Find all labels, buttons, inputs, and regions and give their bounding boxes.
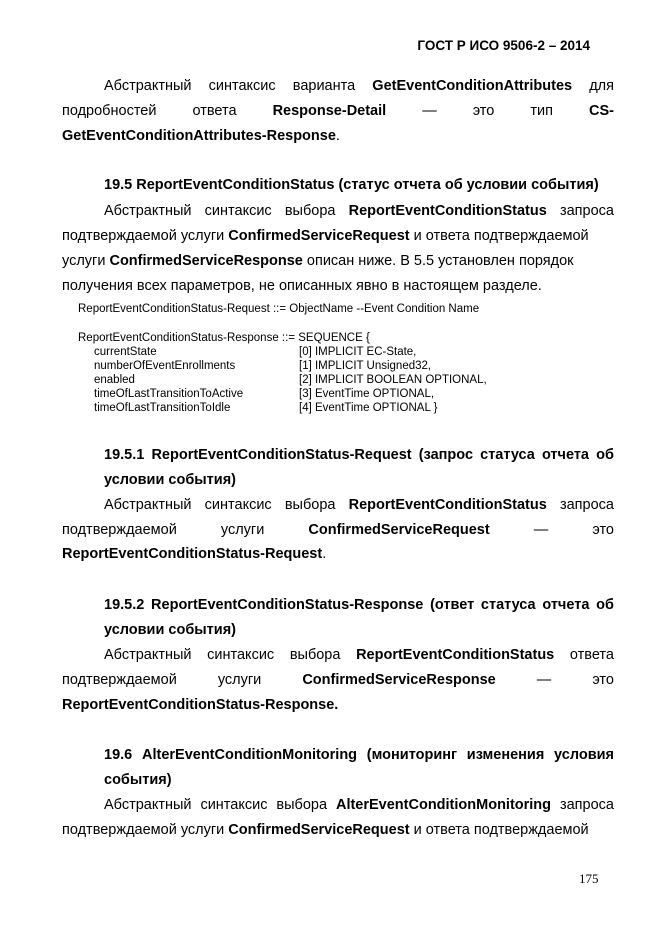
paragraph-line (62, 670, 614, 690)
word: это (472, 103, 495, 119)
word: запроса (559, 797, 614, 813)
code-field-type: [4] EventTime OPTIONAL } (299, 402, 438, 414)
word: отчета (541, 447, 589, 463)
paragraph-line (104, 795, 614, 815)
word: Абстрактный (104, 797, 192, 813)
word: выбора (276, 797, 328, 813)
section-heading-19-5-2 (104, 595, 614, 615)
word: (ответ (430, 597, 475, 613)
code-field-type: [0] IMPLICIT EC-State, (299, 346, 417, 358)
term: ConfirmedServiceResponse (109, 253, 303, 269)
paragraph-line (62, 226, 614, 246)
paragraph-line (104, 645, 614, 665)
document-header: ГОСТ Р ИСО 9506-2 – 2014 (417, 38, 590, 53)
word: синтаксис (208, 78, 276, 94)
word: изменения (466, 747, 545, 763)
word: тип (530, 103, 553, 119)
word: запроса (559, 203, 614, 219)
code-request-line: ReportEventConditionStatus-Request ::= ObjectName --Event Condition Name (78, 303, 480, 315)
heading-continuation: условии события) (104, 622, 236, 638)
term: ReportEventConditionStatus (348, 203, 547, 219)
code-field-type: [2] IMPLICIT BOOLEAN OPTIONAL, (299, 374, 487, 386)
heading-continuation: условии события) (104, 472, 236, 488)
code-field-name: currentState (94, 346, 157, 358)
word: для (589, 78, 614, 94)
code-field-type: [3] EventTime OPTIONAL, (299, 388, 435, 400)
paragraph-line (62, 544, 614, 564)
term: AlterEventConditionMonitoring (335, 797, 552, 813)
paragraph-line (104, 76, 614, 96)
paragraph-line (62, 820, 614, 840)
heading-continuation: события) (104, 772, 172, 788)
page-number: 175 (579, 871, 599, 886)
term: ConfirmedServiceRequest (228, 822, 410, 838)
paragraph-line (62, 695, 614, 715)
paragraph-line (104, 495, 614, 515)
text: и ответа подтверждаемой (409, 228, 589, 244)
word: ReportEventConditionStatus-Request (151, 447, 412, 463)
word: 19.5.1 (104, 447, 145, 463)
paragraph-line (62, 251, 614, 271)
code-response-line: ReportEventConditionStatus-Response ::= SEQUENCE { (78, 332, 370, 344)
punct: . (335, 128, 340, 144)
text: и ответа подтверждаемой (409, 822, 589, 838)
term: ReportEventConditionStatus-Request (62, 546, 323, 562)
word: выбора (284, 203, 336, 219)
word: статуса (480, 447, 535, 463)
text: описан ниже. В 5.5 установлен порядок (302, 253, 574, 269)
code-field-name: enabled (94, 374, 135, 386)
word: выбора (284, 497, 336, 513)
code-field-type: [1] IMPLICIT Unsigned32, (299, 360, 432, 372)
term: GetEventConditionAttributes-Response (62, 128, 336, 144)
word: Абстрактный (104, 647, 192, 663)
term: ConfirmedServiceRequest (308, 522, 490, 538)
word: ответа (569, 647, 614, 663)
word: статуса (480, 597, 536, 613)
word: AlterEventConditionMonitoring (141, 747, 358, 763)
word: синтаксис (207, 647, 275, 663)
term: ConfirmedServiceRequest (228, 228, 410, 244)
code-field-name: numberOfEventEnrollments (94, 360, 236, 372)
word: услуги (217, 672, 262, 688)
word: подробностей (62, 103, 157, 119)
section-heading-19-5-1 (104, 445, 614, 465)
word: выбора (289, 647, 341, 663)
code-field-name: timeOfLastTransitionToActive (94, 388, 244, 400)
paragraph-line: получения всех параметров, не описанных явно в настоящем разделе. (62, 278, 542, 294)
word: условия (554, 747, 614, 763)
term: ReportEventConditionStatus-Response. (62, 697, 339, 713)
word: — (533, 522, 549, 538)
text: услуги (62, 253, 110, 269)
word: Абстрактный (104, 497, 192, 513)
term: ReportEventConditionStatus (356, 647, 555, 663)
section-heading-19-5: 19.5 ReportEventConditionStatus (статус отчета об условии события) (104, 177, 599, 193)
paragraph-line (62, 126, 614, 146)
word: 19.6 (104, 747, 133, 763)
word: подтверждаемой (62, 522, 177, 538)
word: — (422, 103, 437, 119)
term: Response-Detail (272, 103, 387, 119)
paragraph-line (104, 201, 614, 221)
word: об (596, 597, 614, 613)
word: об (596, 447, 614, 463)
word: (мониторинг (366, 747, 458, 763)
word: запроса (559, 497, 614, 513)
word: синтаксис (204, 203, 272, 219)
word: ответа (192, 103, 237, 119)
term: GetEventConditionAttributes (372, 78, 573, 94)
paragraph-line (62, 520, 614, 540)
word: подтверждаемой (62, 672, 177, 688)
word: варианта (292, 78, 356, 94)
code-field-name: timeOfLastTransitionToIdle (94, 402, 231, 414)
term: ReportEventConditionStatus (348, 497, 547, 513)
section-heading-19-6 (104, 745, 614, 765)
word: синтаксис (200, 797, 268, 813)
punct: . (322, 546, 327, 562)
text: подтверждаемой услуги (62, 228, 229, 244)
word: это (592, 672, 614, 688)
paragraph-line (62, 101, 614, 121)
word: ReportEventConditionStatus-Response (151, 597, 424, 613)
word: 19.5.2 (104, 597, 145, 613)
word: это (592, 522, 614, 538)
word: — (536, 672, 552, 688)
text: подтверждаемой услуги (62, 822, 229, 838)
word: Абстрактный (104, 203, 192, 219)
term: CS- (588, 103, 614, 119)
word: отчета (542, 597, 590, 613)
word: Абстрактный (104, 78, 192, 94)
word: (запрос (418, 447, 474, 463)
term: ConfirmedServiceResponse (302, 672, 496, 688)
word: синтаксис (204, 497, 272, 513)
word: услуги (220, 522, 265, 538)
